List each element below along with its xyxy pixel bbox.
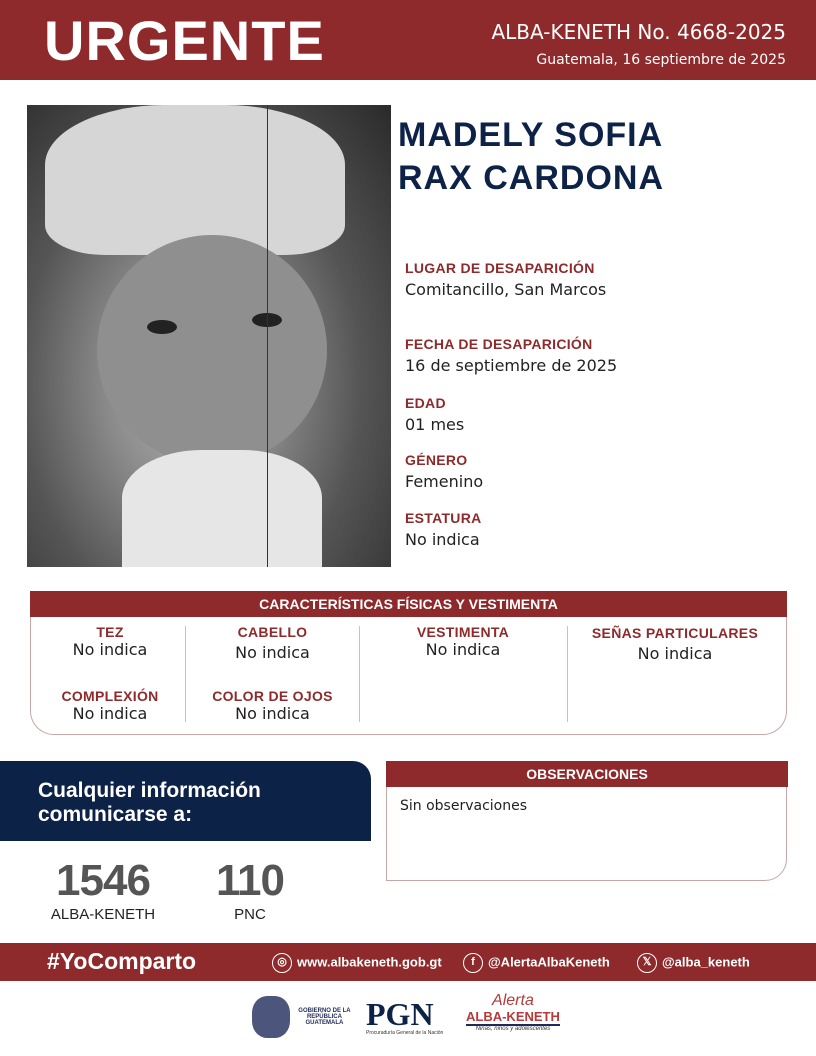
photo-hat [45,105,345,255]
photo-eye [147,320,177,334]
x-text[interactable]: @alba_keneth [662,954,750,970]
char-tez [35,624,185,659]
char-value: No indica [637,644,713,663]
footer-banner [0,943,816,981]
detail-value: 16 de septiembre de 2025 [405,356,618,375]
char-label: COMPLEXIÓN [61,688,159,704]
alerta-text: Alerta [492,992,534,1009]
gov-guatemala-logo [252,996,354,1038]
detail-value: Comitancillo, San Marcos [405,280,607,299]
photo-face [97,235,327,465]
detail-value: 01 mes [405,415,465,434]
phone-label: PNC [234,906,266,923]
hashtag: #YoComparto [47,948,197,974]
alba-subtitle: Niñas, niños y adolescentes [475,1026,551,1032]
char-value: No indica [72,704,148,723]
char-complexion [35,688,185,723]
char-value: No indica [425,640,501,659]
pgn-logo [366,998,443,1036]
observations-title: OBSERVACIONES [386,761,788,787]
coat-of-arms-icon [252,996,290,1038]
detail-label: ESTATURA [405,510,482,526]
characteristics-title: CARACTERÍSTICAS FÍSICAS Y VESTIMENTA [30,591,787,617]
pgn-text: PGN [366,996,434,1032]
place-date: Guatemala, 16 septiembre de 2025 [536,52,786,68]
char-senas [570,625,780,663]
facebook-link[interactable] [463,953,610,973]
header-banner [0,0,816,80]
divider [185,626,186,722]
website-text[interactable]: www.albakeneth.gob.gt [297,954,442,970]
name-line-2: RAX CARDONA [398,159,664,197]
detail-label: GÉNERO [405,452,468,468]
detail-date [405,336,617,375]
phone-number[interactable]: 110 [216,856,284,905]
urgent-title: URGENTE [44,9,325,72]
phone-pnc[interactable] [210,856,290,923]
alba-text: ALBA-KENETH [466,1009,560,1024]
char-label: SEÑAS PARTICULARES [591,625,759,641]
phone-alba-keneth[interactable] [44,856,162,923]
photo-fold-line [267,105,268,567]
detail-value: Femenino [405,472,484,491]
char-eye-color [190,688,355,723]
char-value: No indica [72,640,148,659]
char-cabello [190,624,355,662]
detail-label: LUGAR DE DESAPARICIÓN [405,260,595,276]
char-label: TEZ [96,624,124,640]
x-link[interactable] [637,953,750,973]
missing-person-photo [27,105,391,567]
facebook-text[interactable]: @AlertaAlbaKeneth [488,954,610,970]
person-name [398,114,664,200]
gov-logo-text: GOBIERNO DE LA REPÚBLICA GUATEMALA [298,1008,351,1026]
globe-icon: ◎ [272,953,292,973]
phone-number[interactable]: 1546 [56,856,150,905]
char-value: No indica [235,704,310,723]
detail-height [405,510,482,549]
divider [567,626,568,722]
observations-text: Sin observaciones [400,798,528,814]
detail-age [405,395,464,434]
phone-label: ALBA-KENETH [50,906,156,923]
detail-label: FECHA DE DESAPARICIÓN [405,336,593,352]
char-label: COLOR DE OJOS [212,688,333,704]
detail-value: No indica [405,530,480,549]
facebook-icon: f [463,953,483,973]
char-label: CABELLO [237,624,308,640]
alerta-alba-keneth-logo [466,993,560,1032]
pgn-subtitle: Procuraduría General de la Nación [366,1030,444,1036]
x-icon: 𝕏 [637,953,657,973]
char-value: No indica [235,643,310,662]
detail-gender [405,452,483,491]
photo-clothing [122,450,322,567]
char-vestimenta [363,624,563,659]
detail-label: EDAD [405,395,446,411]
divider [359,626,360,722]
char-label: VESTIMENTA [416,624,510,640]
case-number: ALBA-KENETH No. 4668-2025 [491,20,786,44]
website-link[interactable] [272,953,442,973]
detail-location [405,260,606,299]
contact-banner: Cualquier información comunicarse a: [0,761,371,841]
name-line-1: MADELY SOFIA [398,116,664,154]
